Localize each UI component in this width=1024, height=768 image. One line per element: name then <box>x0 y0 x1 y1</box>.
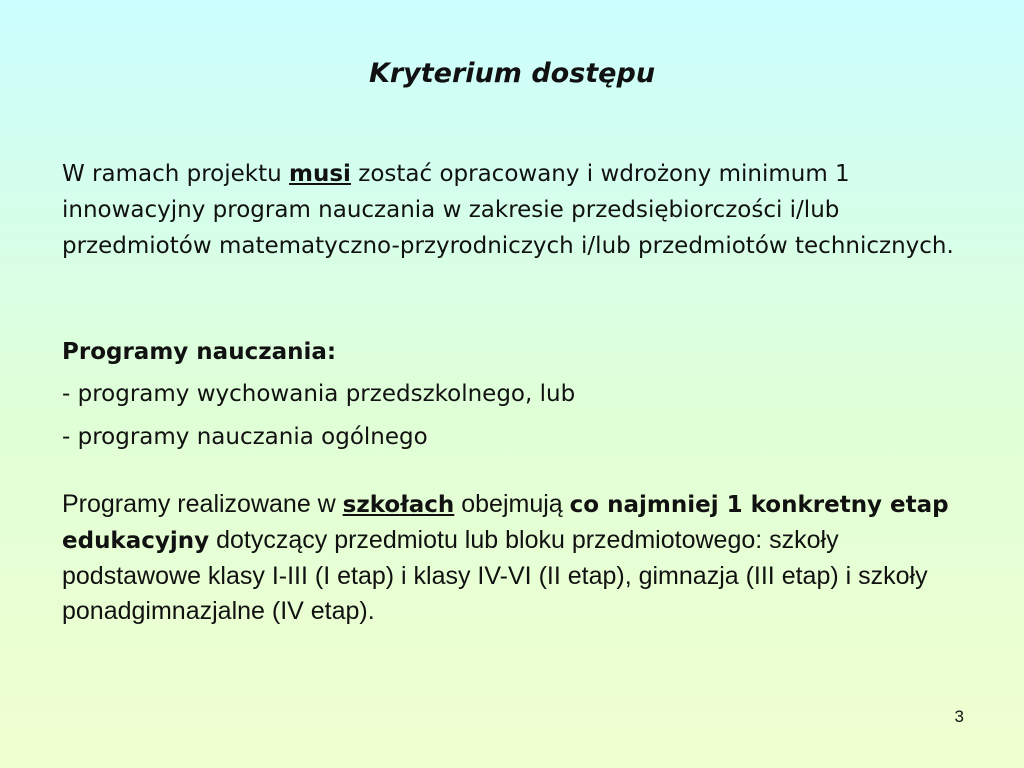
schools-text-part2: obejmują <box>454 490 570 518</box>
programs-item-general: - programy nauczania ogólnego <box>62 424 428 450</box>
programs-heading: Programy nauczania: <box>62 339 337 365</box>
requirement-paragraph <box>62 156 962 264</box>
schools-text-part1: Programy realizowane w <box>62 490 343 518</box>
slide-title: Kryterium dostępu <box>368 58 656 89</box>
requirement-text-end: zostać opracowany i wdrożony minimum 1 innowacyjny program nauczania w zakresie przedsiębiorczości i/lub przedmiotów matematyczno-przyrodniczych i/lub przedmiotów technicznych. <box>62 161 954 259</box>
schools-paragraph <box>62 487 967 629</box>
requirement-emphasis: musi <box>289 161 351 187</box>
page-number: 3 <box>954 707 964 726</box>
schools-text-part3: dotyczący przedmiotu lub bloku przedmiotowego: szkoły podstawowe klasy I-III (I etap) i klasy IV-VI (II etap), gimnazja (III etap) i szkoły ponadgimnazjalne (IV etap). <box>62 526 928 625</box>
programs-item-preschool: - programy wychowania przedszkolnego, lub <box>62 381 576 407</box>
schools-emphasis-bold: co najmniej 1 konkretny etap edukacyjny <box>62 492 949 554</box>
requirement-text-start: W ramach projektu <box>62 161 290 187</box>
schools-emphasis-underlined: szkołach <box>342 492 455 518</box>
